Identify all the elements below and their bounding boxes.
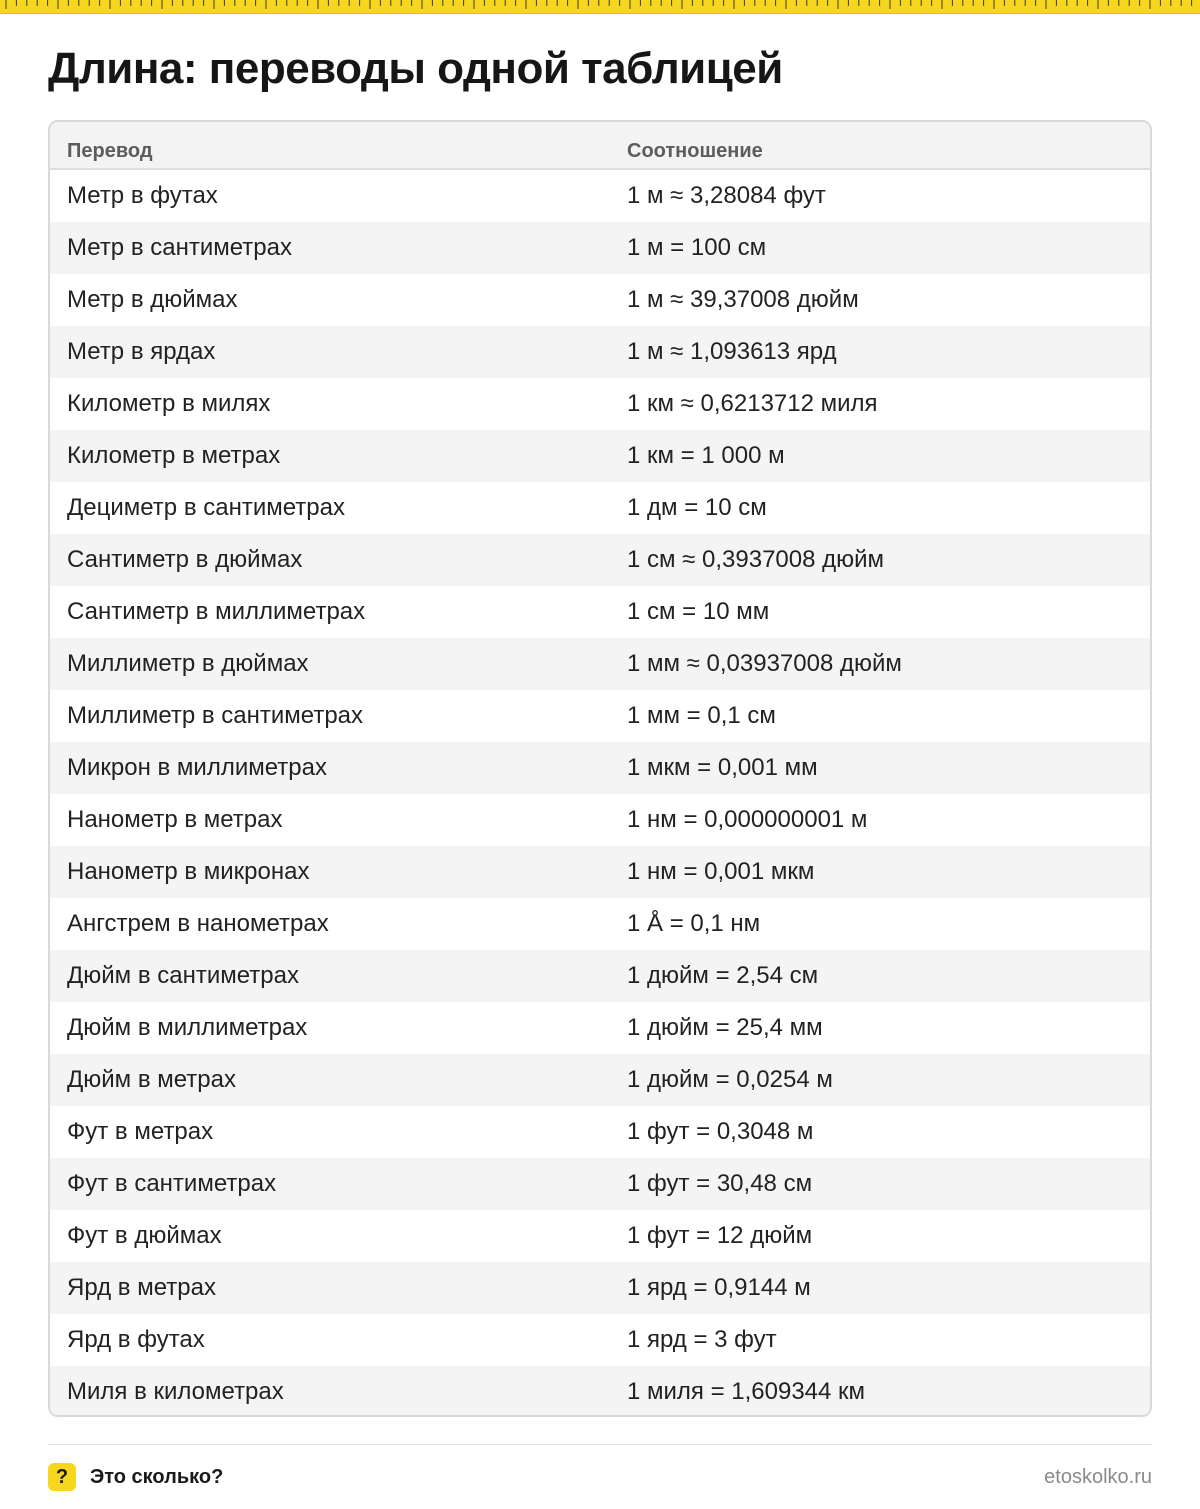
table-row	[50, 690, 1150, 742]
table-row	[50, 222, 1150, 274]
conversion-name: Фут в метрах	[67, 1118, 214, 1145]
table-row	[50, 1158, 1150, 1210]
table-row	[50, 1054, 1150, 1106]
conversion-name: Метр в ярдах	[67, 338, 216, 365]
footer	[48, 1462, 1152, 1492]
table-row	[50, 1262, 1150, 1314]
conversion-ratio: 1 мм ≈ 0,03937008 дюйм	[627, 650, 902, 677]
conversion-name: Ангстрем в нанометрах	[67, 910, 329, 937]
table-row	[50, 1366, 1150, 1417]
table-row	[50, 1106, 1150, 1158]
conversion-ratio: 1 дюйм = 0,0254 м	[627, 1066, 833, 1093]
table-row	[50, 1210, 1150, 1262]
conversion-name: Миля в километрах	[67, 1378, 284, 1405]
conversion-name: Метр в футах	[67, 182, 218, 209]
table-row	[50, 794, 1150, 846]
table-row	[50, 742, 1150, 794]
ruler-strip	[0, 0, 1200, 14]
brand-name: Это сколько?	[90, 1465, 224, 1488]
conversion-ratio: 1 ярд = 0,9144 м	[627, 1274, 811, 1301]
conversion-ratio: 1 дюйм = 25,4 мм	[627, 1014, 823, 1041]
conversion-ratio: 1 нм = 0,000000001 м	[627, 806, 868, 833]
table-header	[50, 122, 1150, 170]
conversion-name: Фут в дюймах	[67, 1222, 222, 1249]
table-row	[50, 898, 1150, 950]
table-body	[50, 170, 1150, 1417]
table-row	[50, 950, 1150, 1002]
conversion-ratio: 1 фут = 0,3048 м	[627, 1118, 814, 1145]
conversion-ratio: 1 ярд = 3 фут	[627, 1326, 777, 1353]
conversion-name: Фут в сантиметрах	[67, 1170, 277, 1197]
conversion-name: Дюйм в сантиметрах	[67, 962, 299, 989]
table-row	[50, 1002, 1150, 1054]
conversion-ratio: 1 Å = 0,1 нм	[627, 910, 761, 937]
conversion-ratio: 1 миля = 1,609344 км	[627, 1378, 866, 1405]
site-url: etoskolko.ru	[1044, 1465, 1152, 1488]
conversion-name: Метр в дюймах	[67, 286, 238, 313]
table-row	[50, 274, 1150, 326]
conversion-name: Сантиметр в дюймах	[67, 546, 303, 573]
conversion-ratio: 1 фут = 12 дюйм	[627, 1222, 813, 1249]
conversion-ratio: 1 см = 10 мм	[627, 598, 770, 625]
table-row	[50, 326, 1150, 378]
question-icon: ?	[48, 1463, 76, 1491]
conversion-name: Ярд в метрах	[67, 1274, 216, 1301]
conversion-name: Миллиметр в дюймах	[67, 650, 309, 677]
conversion-name: Дюйм в миллиметрах	[67, 1014, 308, 1041]
conversion-name: Дециметр в сантиметрах	[67, 494, 345, 521]
conversion-name: Дюйм в метрах	[67, 1066, 236, 1093]
table-row	[50, 170, 1150, 222]
conversion-name: Микрон в миллиметрах	[67, 754, 327, 781]
conversion-ratio: 1 м ≈ 1,093613 ярд	[627, 338, 837, 365]
conversion-name: Нанометр в метрах	[67, 806, 283, 833]
ruler-ticks	[0, 0, 1200, 14]
conversion-table	[48, 120, 1152, 1417]
table-row	[50, 482, 1150, 534]
conversion-ratio: 1 дм = 10 см	[627, 494, 767, 521]
table-row	[50, 378, 1150, 430]
conversion-name: Метр в сантиметрах	[67, 234, 292, 261]
table-row	[50, 586, 1150, 638]
table-row	[50, 846, 1150, 898]
page-title: Длина: переводы одной таблицей	[48, 44, 783, 93]
conversion-ratio: 1 км ≈ 0,6213712 миля	[627, 390, 878, 417]
conversion-ratio: 1 м = 100 см	[627, 234, 767, 261]
footer-divider	[48, 1444, 1152, 1445]
table-row	[50, 1314, 1150, 1366]
conversion-name: Километр в милях	[67, 390, 271, 417]
table-row	[50, 638, 1150, 690]
conversion-ratio: 1 фут = 30,48 см	[627, 1170, 813, 1197]
conversion-ratio: 1 м ≈ 39,37008 дюйм	[627, 286, 859, 313]
conversion-ratio: 1 м ≈ 3,28084 фут	[627, 182, 826, 209]
conversion-ratio: 1 мкм = 0,001 мм	[627, 754, 818, 781]
header-ratio: Соотношение	[627, 139, 763, 162]
conversion-ratio: 1 дюйм = 2,54 см	[627, 962, 819, 989]
conversion-ratio: 1 км = 1 000 м	[627, 442, 785, 469]
header-conversion: Перевод	[67, 139, 153, 162]
conversion-name: Сантиметр в миллиметрах	[67, 598, 366, 625]
conversion-ratio: 1 мм = 0,1 см	[627, 702, 776, 729]
brand	[48, 1463, 223, 1491]
table-row	[50, 534, 1150, 586]
conversion-ratio: 1 см ≈ 0,3937008 дюйм	[627, 546, 885, 573]
table-row	[50, 430, 1150, 482]
conversion-name: Нанометр в микронах	[67, 858, 310, 885]
conversion-name: Километр в метрах	[67, 442, 281, 469]
conversion-ratio: 1 нм = 0,001 мкм	[627, 858, 815, 885]
conversion-name: Ярд в футах	[67, 1326, 205, 1353]
conversion-name: Миллиметр в сантиметрах	[67, 702, 364, 729]
